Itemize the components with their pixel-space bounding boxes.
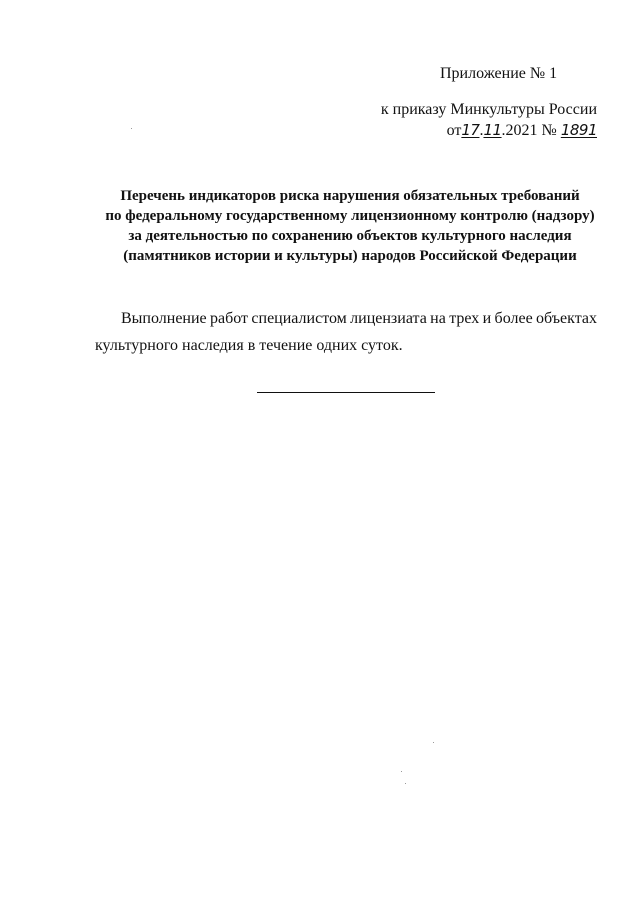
order-reference: к приказу Минкультуры России bbox=[380, 101, 597, 118]
scan-speck bbox=[405, 783, 406, 784]
appendix-title: Приложение № 1 bbox=[440, 65, 558, 82]
handwritten-order-number: 1891 bbox=[560, 121, 597, 139]
word: Выполнение bbox=[121, 310, 207, 327]
date-year: .2021 bbox=[501, 122, 538, 139]
heading-line: Перечень индикаторов риска нарушения обязательных требований bbox=[120, 188, 580, 204]
word: работ bbox=[210, 310, 249, 327]
heading-line: (памятников истории и культуры) народов Российской Федерации bbox=[123, 248, 577, 264]
number-prefix: № bbox=[537, 122, 561, 139]
word: трех bbox=[449, 310, 480, 327]
document-heading bbox=[60, 186, 640, 266]
paragraph-line-1 bbox=[95, 305, 597, 332]
order-date-number-line bbox=[447, 121, 597, 140]
word: и bbox=[482, 310, 492, 327]
handwritten-day: 17 bbox=[461, 121, 480, 139]
word: лицензиата bbox=[350, 310, 427, 327]
date-separator: . bbox=[479, 122, 484, 139]
heading-line: по федеральному государственному лицензионному контролю (надзору) bbox=[105, 208, 595, 224]
word: более bbox=[494, 310, 533, 327]
paragraph-line-2: культурного наследия в течение одних суток. bbox=[95, 337, 403, 354]
word: на bbox=[430, 310, 446, 327]
heading-line: за деятельностью по сохранению объектов культурного наследия bbox=[128, 228, 572, 244]
indicator-paragraph bbox=[95, 305, 597, 359]
date-prefix: от bbox=[446, 122, 462, 139]
word: объектах bbox=[536, 310, 597, 327]
word: специалистом bbox=[251, 310, 347, 327]
handwritten-month: 11 bbox=[483, 121, 502, 139]
closing-separator-line bbox=[257, 392, 435, 393]
scan-speck bbox=[401, 771, 402, 772]
scan-speck bbox=[433, 742, 434, 743]
scan-speck bbox=[131, 128, 132, 129]
